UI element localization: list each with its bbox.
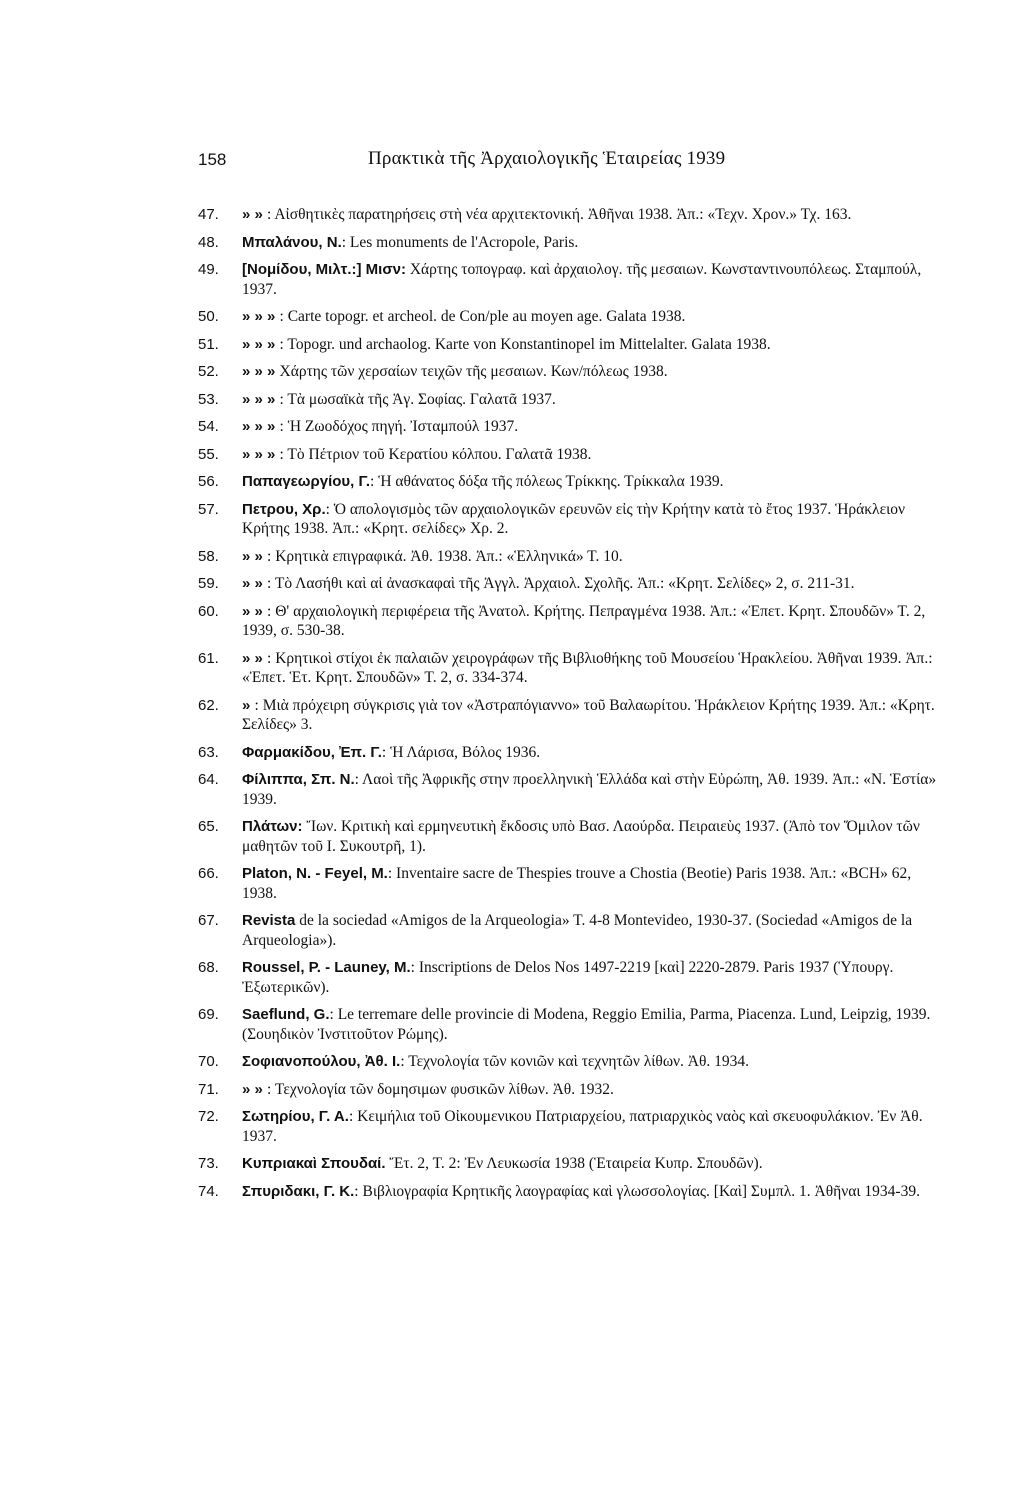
bibliography-entry [198,417,943,437]
entry-number: 62. [198,696,219,714]
entry-body [242,390,943,410]
entry-author: » » [242,575,268,592]
entry-author: » » [242,602,268,620]
entry-author: » » » [242,445,280,463]
entry-body [242,417,943,437]
entry-author: » » » [242,335,280,353]
entry-author: » » [242,206,268,223]
entry-number: 73. [198,1155,219,1172]
entry-text: Ἔτ. 2, Τ. 2: Ἐν Λευκωσία 1938 (Ἑταιρεία Κυπρ. Σπουδῶν). [385,1155,763,1172]
entry-number: 48. [198,233,219,251]
entry-text: : Τὸ Λασήθι καὶ αἱ ἀνασκαφαὶ τῆς Ἀγγλ. Ἀρχαιολ. Σχολῆς. Ἀπ.: «Κρητ. Σελίδες» 2, σ. 211-31. [267,575,855,592]
running-title: Πρακτικὰ τῆς Ἀρχαιολογικῆς Ἑταιρείας 1939 [368,148,726,169]
entry-text: : Ἡ Λάρισα, Βόλος 1936. [381,743,541,761]
bibliography-entry [198,445,943,465]
entry-number: 68. [198,959,219,976]
bibliography-entry [198,602,943,641]
entry-text: : Le terremare delle provincie di Modena, Reggio Emilia, Parma, Piacenza. Lund, Leipzig, 1939. (Σουηδικὸν Ἰνστιτοῦτον Ρώμης). [242,1006,931,1043]
entry-body [242,1080,943,1100]
bibliography-entry [198,1052,943,1072]
entry-author: » [242,696,255,714]
bibliography-entry [198,743,943,763]
entry-number: 74. [198,1182,219,1200]
entry-text: : Τεχνολογία τῶν δομησιμων φυσικῶν λίθων. Ἀθ. 1932. [267,1080,614,1098]
entry-author: Revista [242,912,296,929]
entry-text: : Carte topogr. et archeol. de Con/ple au moyen age. Galata 1938. [279,308,686,325]
entry-author: Σπυριδακι, Γ. Κ. [242,1182,355,1200]
entry-author: Saeflund, G. [242,1006,330,1023]
entry-body [242,696,943,735]
bibliography-entry [198,390,943,410]
bibliography-entry [198,574,943,594]
entry-number: 52. [198,363,219,380]
entry-body [242,260,943,299]
entry-body [242,911,943,950]
bibliography-entry [198,958,943,997]
bibliography-entry [198,260,943,299]
entry-text: Ἴων. Κριτικὴ καὶ ερμηνευτικὴ ἔκδοσις υπὸ Βασ. Λαούρδα. Πειραιεὺς 1937. (Ἀπὸ τον Ὅμιλον τῶν μαθητῶν τοῦ Ι. Συκουτρῆ, 1). [242,818,920,855]
entry-text: : Μιὰ πρόχειρη σύγκρισις γιὰ τον «Ἀστραπόγιαννο» τοῦ Βαλαωρίτου. Ἡράκλειον Κρήτης 1939. Ἀπ.: «Κρητ. Σελίδες» 3. [242,696,935,733]
bibliography-entry [198,864,943,903]
bibliography-entry [198,547,943,567]
entry-author: » » » [242,390,280,408]
bibliography-entry [198,335,943,355]
entry-body [242,958,943,997]
entry-text: : Τὸ Πέτριον τοῦ Κερατίου κόλπου. Γαλατᾶ 1938. [279,445,592,463]
entry-body [242,547,943,567]
entry-author: » » [242,1080,268,1098]
entry-text: : Inscriptions de Delos Nos 1497-2219 [καὶ] 2220-2879. Paris 1937 (Ὑπουργ. Ἐξωτερικῶν). [242,959,894,996]
bibliography-entry [198,649,943,688]
entry-number: 67. [198,912,219,929]
entry-body [242,445,943,465]
bibliography-entry [198,911,943,950]
bibliography-entry [198,500,943,539]
entry-number: 61. [198,649,219,667]
entry-author: Παπαγεωργίου, Γ. [242,473,371,490]
entry-text: : Topogr. und archaolog. Karte von Konstantinopel im Mittelalter. Galata 1938. [279,335,771,353]
entry-author: Πλάτων: [242,818,303,835]
entry-body [242,500,943,539]
bibliography-entry [198,817,943,856]
entry-text: : Les monuments de l'Acropole, Paris. [341,233,579,251]
entry-author: [Νομίδου, Μιλτ.:] Μισν: [242,261,406,278]
entry-body [242,233,943,253]
entry-number: 71. [198,1080,219,1098]
entry-number: 47. [198,206,219,223]
bibliography-entry [198,1182,943,1202]
entry-number: 50. [198,308,219,325]
entry-body [242,817,943,856]
entry-body [242,1182,943,1202]
entry-body [242,472,943,492]
entry-body [242,362,943,382]
entry-body [242,335,943,355]
entry-number: 60. [198,602,219,620]
entry-number: 63. [198,743,219,761]
entry-body [242,743,943,763]
bibliography-entry [198,1080,943,1100]
entry-number: 66. [198,865,219,882]
entry-author: Σωτηρίου, Γ. Α. [242,1108,349,1125]
entry-body [242,1052,943,1072]
entry-author: » » » [242,363,280,380]
entry-text: : Κρητικὰ επιγραφικά. Ἀθ. 1938. Ἀπ.: «Ἑλληνικά» Τ. 10. [267,547,623,565]
bibliography-entry [198,1154,943,1174]
entry-body [242,864,943,903]
bibliography-entry [198,1005,943,1044]
entry-number: 51. [198,335,219,353]
bibliography-list [198,205,943,1209]
entry-author: Σοφιανοπούλου, Ἀθ. Ι. [242,1053,401,1070]
bibliography-entry [198,770,943,809]
entry-body [242,1005,943,1044]
bibliography-entry [198,362,943,382]
entry-text: : Κειμήλια τοῦ Οἰκουμενικου Πατριαρχείου, πατριαρχικὸς ναὸς καὶ σκευοφυλάκιον. Ἐν Ἀθ. 1937. [242,1108,923,1145]
page-header [198,150,938,176]
entry-number: 65. [198,818,219,835]
entry-number: 55. [198,445,219,463]
entry-text: : Ἡ Ζωοδόχος πηγή. Ἰσταμπούλ 1937. [279,418,519,435]
entry-body [242,1107,943,1146]
entry-text: : Ἡ αθάνατος δόξα τῆς πόλεως Τρίκκης. Τρίκκαλα 1939. [370,473,724,490]
entry-author: » » » [242,308,280,325]
bibliography-entry [198,472,943,492]
entry-body [242,574,943,594]
entry-text: Χάρτης τῶν χερσαίων τειχῶν τῆς μεσαιων. Κων/πόλεως 1938. [279,363,668,380]
entry-number: 58. [198,547,219,565]
bibliography-entry [198,696,943,735]
bibliography-entry [198,233,943,253]
entry-body [242,649,943,688]
entry-number: 64. [198,771,219,788]
entry-body [242,307,943,327]
entry-text: : Ὁ απολογισμὸς τῶν αρχαιολογικῶν ερευνῶν εἰς τὴν Κρήτην κατὰ τὸ ἔτος 1937. Ἡράκλειον Κρήτης 1938. Ἀπ.: «Κρητ. σελίδες» Χρ. 2. [242,500,906,537]
entry-number: 49. [198,261,219,278]
entry-author: Platon, N. - Feyel, M. [242,865,388,882]
entry-text: : Θ' αρχαιολογικὴ περιφέρεια τῆς Ἀνατολ. Κρήτης. Πεπραγμένα 1938. Ἀπ.: «Ἐπετ. Κρητ. Σπουδῶν» Τ. 2, 1939, σ. 530-38. [242,602,926,639]
entry-text: : Αἰσθητικὲς παρατηρήσεις στὴ νέα αρχιτεκτονική. Ἀθῆναι 1938. Ἀπ.: «Τεχν. Χρον.» Τχ. 163. [267,206,852,223]
entry-author: Πετρου, Χρ. [242,500,326,518]
entry-number: 56. [198,473,219,490]
entry-number: 72. [198,1108,219,1125]
entry-author: » » [242,547,268,565]
entry-author: » » [242,649,268,667]
entry-number: 57. [198,500,219,518]
bibliography-entry [198,307,943,327]
entry-text: : Τὰ μωσαϊκὰ τῆς Ἁγ. Σοφίας. Γαλατᾶ 1937. [279,390,556,408]
entry-text: : Κρητικοὶ στίχοι ἐκ παλαιῶν χειρογράφων τῆς Βιβλιοθήκης τοῦ Μουσείου Ἡρακλείου. Ἀθῆναι 1939. Ἀπ.: «Ἐπετ. Ἑτ. Κρητ. Σπουδῶν» Τ. 2, σ. 334-374. [242,649,933,686]
entry-number: 53. [198,390,219,408]
entry-author: Μπαλάνου, Ν. [242,233,342,251]
entry-number: 54. [198,418,219,435]
entry-number: 59. [198,575,219,592]
entry-text: Χάρτης τοπογραφ. καὶ ἀρχαιολογ. τῆς μεσαιων. Κωνσταντινουπόλεως. Σταμπούλ, 1937. [242,261,922,298]
entry-text: de la sociedad «Amigos de la Arqueologia» T. 4-8 Montevideo, 1930-37. (Sociedad «Amigos de la Arqueologia»). [242,912,913,949]
entry-body [242,770,943,809]
entry-text: : Inventaire sacre de Thespies trouve a Chostia (Beotie) Paris 1938. Ἀπ.: «BCH» 62, 1938. [242,865,912,902]
entry-body [242,602,943,641]
entry-body [242,205,943,225]
entry-number: 69. [198,1006,219,1023]
entry-author: Roussel, P. - Launey, M. [242,959,411,976]
entry-number: 70. [198,1053,219,1070]
entry-text: : Λαοὶ τῆς Ἀφρικῆς στην προελληνικὴ Ἑλλάδα καὶ στὴν Εὐρώπη, Ἀθ. 1939. Ἀπ.: «Ν. Ἑστία» 1939. [242,771,937,808]
entry-author: Φαρμακίδου, Ἐπ. Γ. [242,743,382,761]
bibliography-entry [198,205,943,225]
page-number: 158 [198,150,227,169]
entry-author: Φίλιππα, Σπ. Ν. [242,771,355,788]
entry-body [242,1154,943,1174]
entry-text: : Τεχνολογία τῶν κονιῶν καὶ τεχνητῶν λίθων. Ἀθ. 1934. [400,1053,750,1070]
entry-author: Κυπριακαὶ Σπουδαί. [242,1155,386,1172]
entry-text: : Βιβλιογραφία Κρητικῆς λαογραφίας καὶ γλωσσολογίας. [Καὶ] Συμπλ. 1. Ἀθῆναι 1934-39. [354,1182,920,1200]
entry-author: » » » [242,418,280,435]
bibliography-entry [198,1107,943,1146]
